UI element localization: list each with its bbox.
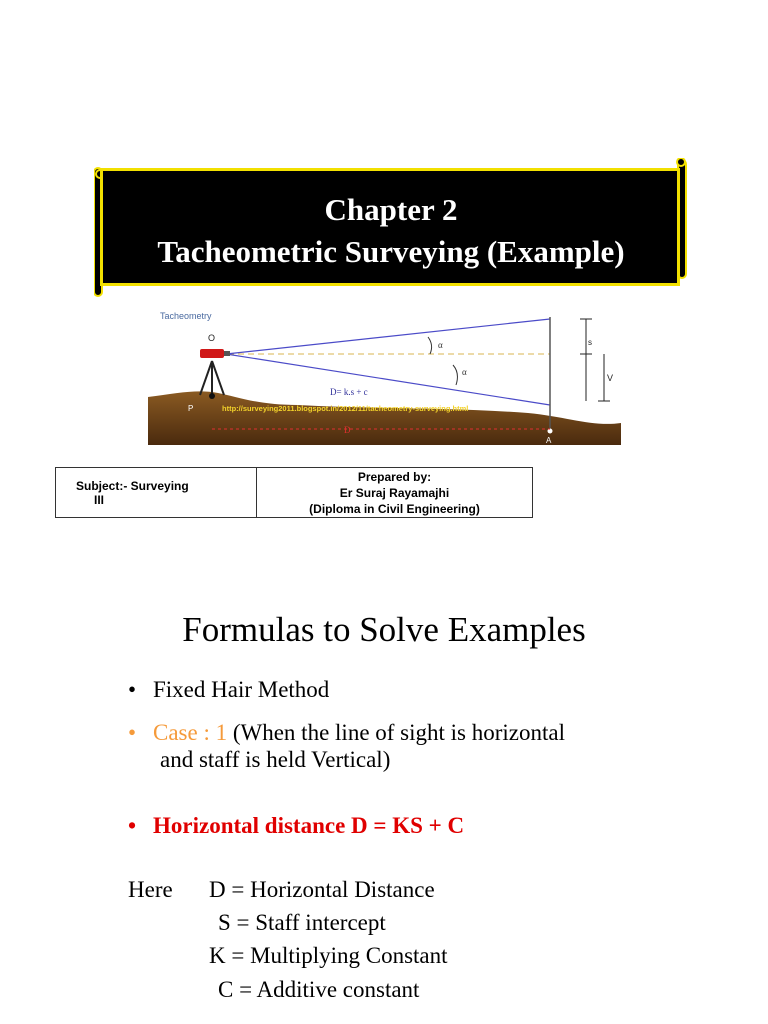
subject-line-2: III (94, 492, 105, 507)
definition-k: K = Multiplying Constant (209, 943, 448, 968)
formula-text: Horizontal distance D = KS + C (153, 813, 465, 838)
upper-ray (226, 319, 550, 354)
case-text-continued: and staff is held Vertical) (160, 747, 391, 772)
tripod-leg-right (212, 361, 224, 395)
angle-arc-2 (453, 365, 457, 385)
tripod-leg-left (200, 361, 212, 395)
angle-label-2: α (462, 367, 467, 377)
bullet-dot: • (128, 720, 137, 745)
bullet-dot: • (128, 813, 137, 838)
subject-line-1: Subject:- Surveying (76, 478, 189, 493)
definition-d: D = Horizontal Distance (209, 877, 435, 902)
definition-c: C = Additive constant (218, 977, 420, 1002)
staff-label: s (588, 338, 592, 347)
instrument-point-label: O (208, 333, 216, 343)
figure-label: Tacheometry (160, 311, 212, 321)
subject-cell (56, 468, 257, 518)
instrument-icon (200, 349, 224, 358)
angle-label-1: α (438, 340, 443, 350)
section-title: Formulas to Solve Examples (182, 610, 586, 649)
here-label: Here (128, 877, 173, 902)
bullet-dot: • (128, 677, 137, 702)
figure-formula: D= k.s + c (330, 387, 368, 397)
prepared-cell (257, 468, 533, 518)
case-text: (When the line of sight is horizontal (232, 720, 566, 745)
vertical-label: V (607, 373, 614, 383)
angle-arc-1 (428, 337, 432, 354)
chapter-title: Chapter 2 (324, 192, 458, 227)
point-p-label: P (188, 404, 194, 413)
figure-url: http://surveying2011.blogspot.in/2012/11/tacheometry-surveying.html (222, 404, 469, 413)
definition-s: S = Staff intercept (218, 910, 386, 935)
method-text: Fixed Hair Method (153, 677, 330, 702)
info-table (55, 467, 533, 518)
tacheometry-diagram (148, 305, 621, 445)
case-label: Case : 1 (153, 720, 228, 745)
page-title: Tacheometric Surveying (Example) (157, 234, 625, 269)
distance-label: D (344, 425, 351, 435)
author-qualification: (Diploma in Civil Engineering) (309, 501, 480, 516)
author-name: Er Suraj Rayamajhi (339, 485, 450, 500)
lower-ray (226, 354, 550, 405)
title-banner (94, 158, 688, 300)
point-a-label: A (546, 436, 552, 445)
prepared-label: Prepared by: (357, 469, 432, 484)
